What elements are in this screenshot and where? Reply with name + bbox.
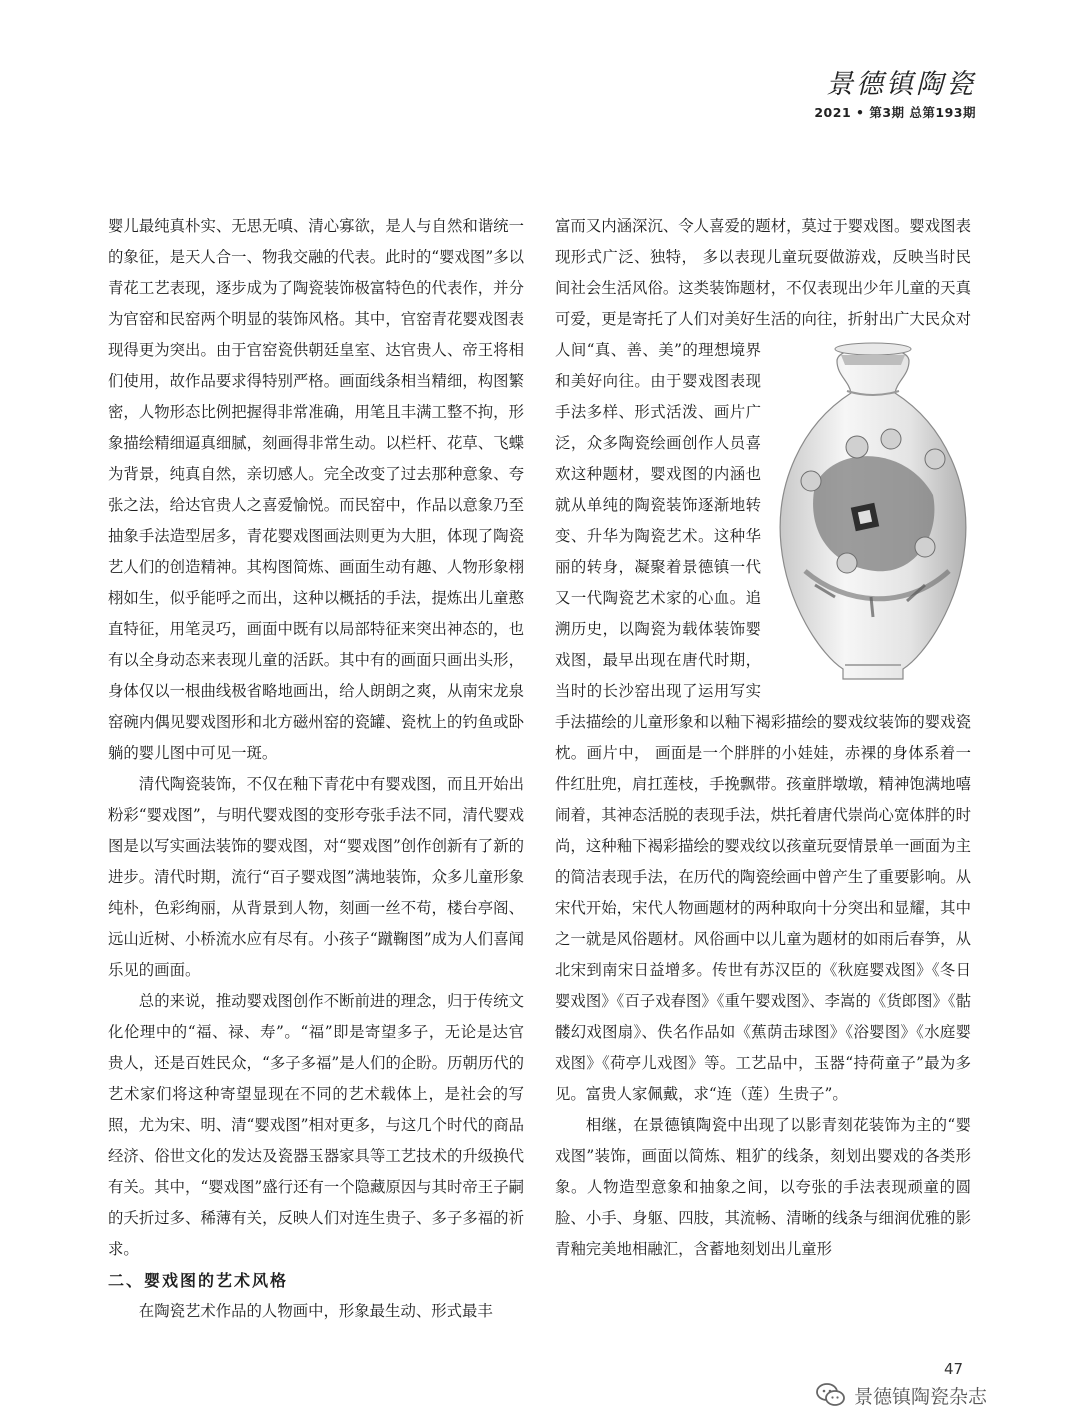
issue-info: 2021 • 第3期 总第193期 [814, 105, 976, 120]
porcelain-vase-image [775, 335, 971, 681]
body-paragraph: 婴儿最纯真朴实、无思无嗔、清心寡欲，是人与自然和谐统一的象征，是天人合一、物我交融的代表。此时的“婴戏图”多以青花工艺表现，逐步成为了陶瓷装饰极富特色的代表作，并分为官窑和民窑两个明显的装饰风格。其中，官窑青花婴戏图表现得更为突出。由于官窑瓷供朝廷皇室、达官贵人、帝王将相们使用，故作品要求得特别严格。画面线条相当精细，构图繁密，人物形态比例把握得非常准确，用笔且丰满工整不拘，形象描绘精细逼真细腻，刻画得非常生动。以栏杆、花草、飞蝶为背景，纯真自然，亲切感人。完全改变了过去那种意象、夸张之法，给达官贵人之喜爱愉悦。而民窑中，作品以意象乃至抽象手法造型居多，青花婴戏图画法则更为大胆，体现了陶瓷艺人们的创造精神。其构图简炼、画面生动有趣、人物形象栩栩如生，似乎能呼之而出，这种以概括的手法，提炼出儿童憨直特征，用笔灵巧，画面中既有以局部特征来突出神态的，也有以全身动态来表现儿童的活跃。其中有的画面只画出头形，身体仅以一根曲线极省略地画出，给人朗朗之爽，从南宋龙泉窑碗内偶见婴戏图形和北方磁州窑的瓷罐、瓷枕上的钓鱼或卧躺的婴儿图中可见一斑。 [108, 217, 524, 762]
left-column [108, 211, 524, 1327]
right-column [555, 211, 971, 1265]
masthead [814, 62, 976, 121]
body-paragraph: 总的来说，推动婴戏图创作不断前进的理念，归于传统文化伦理中的“福、禄、寿”。“福”即是寄望多子，无论是达官贵人，还是百姓民众，“多子多福”是人们的企盼。历朝历代的艺术家们将这种寄望显现在不同的艺术载体上，是社会的写照，尤为宋、明、清“婴戏图”相对更多，与这几个时代的商品经济、俗世文化的发达及瓷器玉器家具等工艺技术的升级换代有关。其中，“婴戏图”盛行还有一个隐藏原因与其时帝王子嗣的夭折过多、稀薄有关，反映人们对连生贵子、多子多福的祈求。 [108, 992, 524, 1258]
vase-figure [775, 335, 971, 681]
wechat-account-badge[interactable] [816, 1380, 987, 1410]
account-name: 景德镇陶瓷杂志 [854, 1385, 988, 1408]
section-heading: 二、婴戏图的艺术风格 [108, 1271, 289, 1290]
page-number: 47 [944, 1360, 964, 1378]
body-paragraph: 清代陶瓷装饰，不仅在釉下青花中有婴戏图，而且开始出粉彩“婴戏图”，与明代婴戏图的变形夸张手法不同，清代婴戏图是以写实画法装饰的婴戏图，对“婴戏图”创作创新有了新的进步。清代时期，流行“百子婴戏图”满地装饰，众多儿童形象纯朴，色彩绚丽，从背景到人物，刻画一丝不苟，楼台亭阁、远山近树、小桥流水应有尽有。小孩子“蹴鞠图”成为人们喜闻乐见的画面。 [108, 775, 524, 979]
body-paragraph: 富而又内涵深沉、令人喜爱的题材，莫过于婴戏图。婴戏图表现形式广泛、独特， 多以表现儿童玩耍做游戏，反映当时民间社会生活风俗。这类装饰题材，不仅表现出少年儿童的天真可爱，更是寄托了人们对美好生活的向往，折射出广大民众对人间“真、善、美”的理想境界和美好向往。由于婴戏图表现手法多样、形式活泼、画片广泛，众多陶瓷绘画创作人员喜欢这种题材，婴戏图的内涵也就从单纯的陶瓷装饰逐渐地转变、升华为陶瓷艺术。这种华丽的转身，凝聚着景德镇一代又一代陶瓷艺术家的心血。追溯历史，以陶瓷为载体装饰婴戏图，最早出现在唐代时期，当时的长沙窑出现了运用写实手法描绘的儿童形象和以釉下褐彩描绘的婴戏纹装饰的婴戏瓷枕。画片中， 画面是一个胖胖的小娃娃，赤裸的身体系着一件红肚兜，肩扛莲枝，手挽飘带。孩童胖墩墩，精神饱满地嘻闹着，其神态活脱的表现手法，烘托着唐代崇尚心宽体胖的时尚，这种釉下褐彩描绘的婴戏纹以孩童玩耍情景单一画面为主的简洁表现手法，在历代的陶瓷绘画中曾产生了重要影响。从宋代开始，宋代人物画题材的两种取向十分突出和显耀，其中之一就是风俗题材。风俗画中以儿童为题材的如雨后春笋，从北宋到南宋日益增多。传世有苏汉臣的《秋庭婴戏图》《冬日婴戏图》《百子戏春图》《重午婴戏图》、李嵩的《货郎图》《骷髅幻戏图扇》、佚名作品如《蕉荫击球图》《浴婴图》《水庭婴戏图》《荷亭儿戏图》等。工艺品中，玉器“持荷童子”最为多见。富贵人家佩戴，求“连（莲）生贵子”。 [555, 217, 971, 1103]
magazine-title: 景德镇陶瓷 [826, 69, 976, 100]
body-paragraph: 相继，在景德镇陶瓷中出现了以影青刻花装饰为主的“婴戏图”装饰，画面以简炼、粗犷的线条，刻划出婴戏的各类形象。人物造型意象和抽象之间，以夸张的手法表现顽童的圆脸、小手、身躯、四肢，其流畅、清晰的线条与细润优雅的影青釉完美地相融汇，含蓄地刻划出儿童形 [555, 1116, 971, 1258]
wechat-icon [816, 1382, 846, 1408]
body-paragraph: 在陶瓷艺术作品的人物画中，形象最生动、形式最丰 [138, 1302, 493, 1320]
